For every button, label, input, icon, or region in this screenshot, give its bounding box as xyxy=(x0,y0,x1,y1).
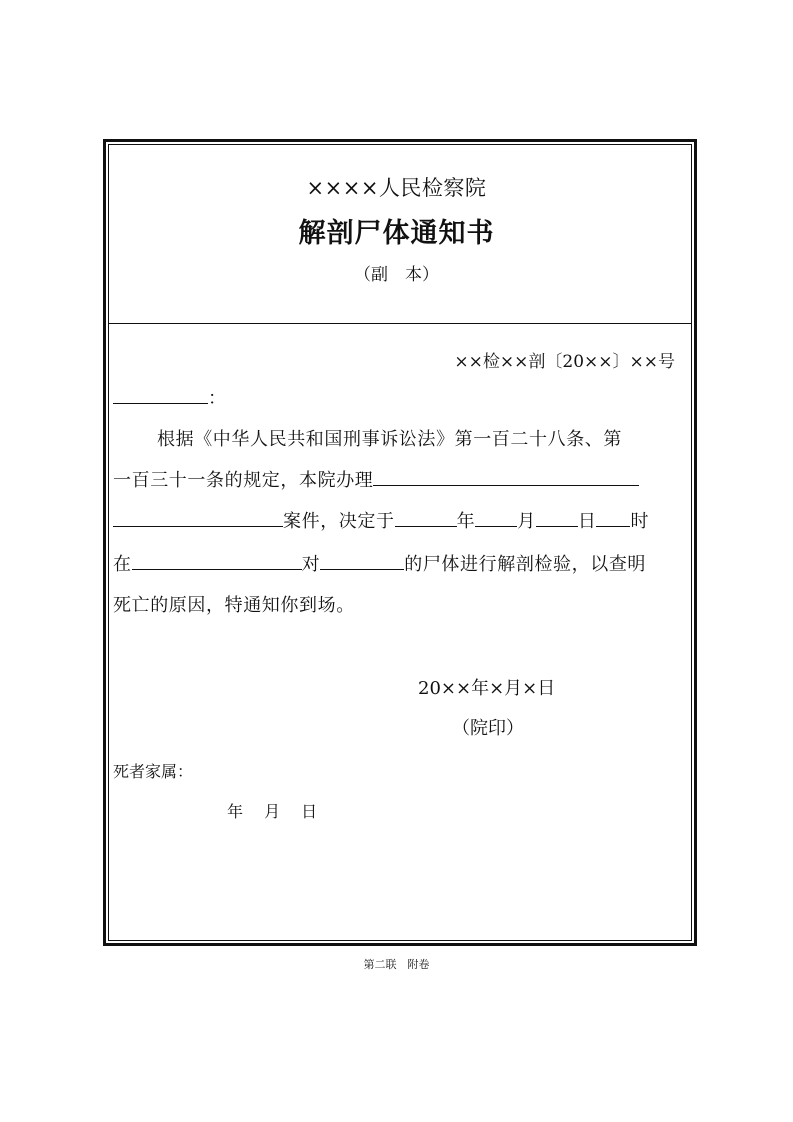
body-line-5: 死亡的原因，特通知你到场。 xyxy=(113,595,355,616)
copy-footer: 第二联 附卷 xyxy=(363,958,430,971)
procuratorate-name: ××××人民检察院 xyxy=(306,176,487,200)
document-number: ××检××剖〔20××〕××号 xyxy=(454,352,675,372)
year-label: 年 xyxy=(456,511,476,532)
body-line-4 xyxy=(113,550,646,576)
hour-blank[interactable] xyxy=(596,508,630,527)
deceased-name-blank[interactable] xyxy=(320,551,404,570)
body-line-1: 根据《中华人民共和国刑事诉讼法》第一百二十八条、第 xyxy=(157,429,622,450)
case-name-blank-continued[interactable] xyxy=(113,508,283,527)
addressee-blank[interactable] xyxy=(113,385,208,404)
location-label: 在 xyxy=(113,554,132,575)
day-blank[interactable] xyxy=(536,508,578,527)
family-signature-date: 年 月 日 xyxy=(227,802,318,821)
day-label: 日 xyxy=(577,511,597,532)
addressee-line xyxy=(113,384,227,410)
issue-date: 20××年×月×日 xyxy=(418,678,556,699)
case-name-blank[interactable] xyxy=(373,467,639,486)
target-label: 对 xyxy=(301,554,321,575)
case-decision-text: 案件，决定于 xyxy=(283,511,395,532)
court-seal-label: （院印） xyxy=(452,718,524,739)
family-signature-label: 死者家属： xyxy=(113,762,194,781)
body-line-4-text: 的尸体进行解剖检验，以查明 xyxy=(404,554,647,575)
location-blank[interactable] xyxy=(132,551,302,570)
month-blank[interactable] xyxy=(475,508,517,527)
body-line-2-text: 一百三十一条的规定，本院办理 xyxy=(113,470,374,491)
addressee-colon: ： xyxy=(208,388,227,409)
year-blank[interactable] xyxy=(395,508,457,527)
body-line-3 xyxy=(113,507,649,533)
hour-label: 时 xyxy=(630,511,650,532)
header-divider xyxy=(108,323,692,324)
month-label: 月 xyxy=(517,511,536,532)
document-title: 解剖尸体通知书 xyxy=(298,218,495,249)
copy-label: （副 本） xyxy=(354,265,439,285)
body-line-2 xyxy=(113,466,639,492)
